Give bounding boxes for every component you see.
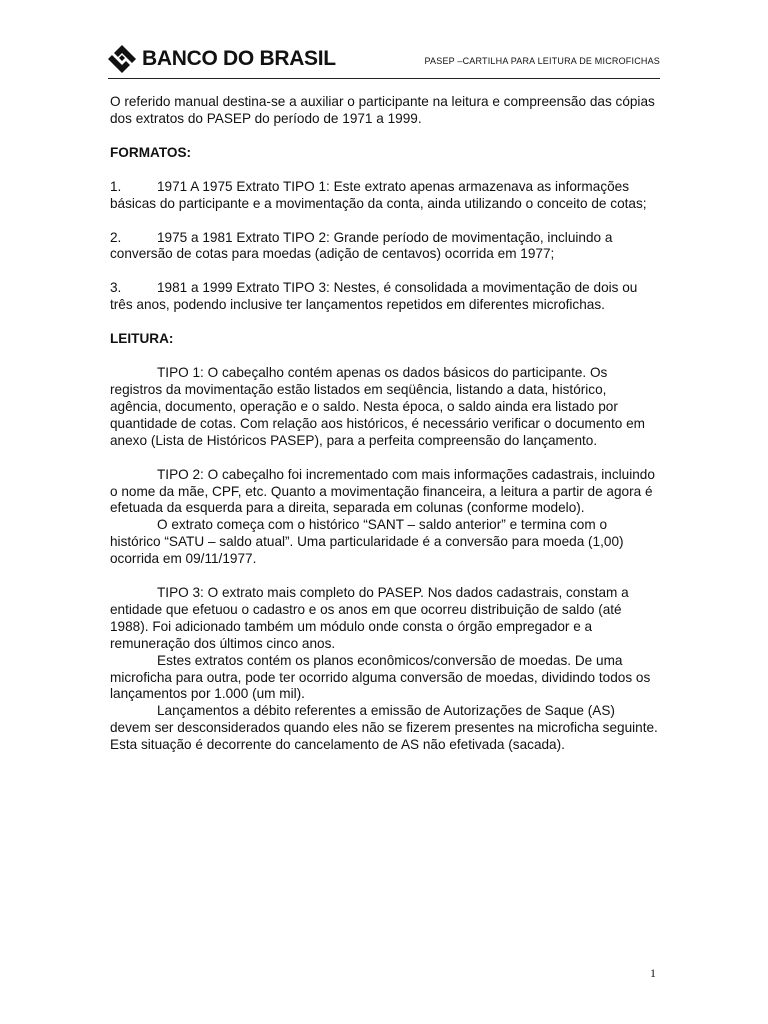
- banco-do-brasil-logo: [108, 44, 336, 74]
- banco-do-brasil-symbol-icon: [108, 45, 136, 73]
- tipo2-paragraph: TIPO 2: O cabeçalho foi incrementado com mais informações cadastrais, incluindo o nome da mãe, CPF, etc. Quanto a movimentação financeira, a leitura a partir de agora é efetuada da esquerda para a direita, separada em colunas (conforme modelo).: [110, 466, 655, 516]
- leitura-heading: LEITURA:: [110, 331, 174, 347]
- formato-item-text: 1975 a 1981 Extrato TIPO 2: Grande período de movimentação, incluindo a conversão de cotas para moedas (adição de centavos) ocorrida em 1977;: [110, 229, 613, 262]
- formato-item-number: 1.: [110, 178, 122, 194]
- formato-item-1: [110, 179, 658, 213]
- formato-item-3: [110, 280, 658, 314]
- logo-text: BANCO DO BRASIL: [142, 47, 336, 70]
- page-header: [108, 44, 660, 79]
- intro-paragraph: O referido manual destina-se a auxiliar o participante na leitura e compreensão das cópias dos extratos do PASEP do período de 1971 a 1999.: [110, 94, 655, 126]
- formato-item-number: 2.: [110, 229, 122, 245]
- tipo2-saldo-paragraph: O extrato começa com o histórico “SANT – saldo anterior” e termina com o histórico “SATU – saldo atual”. Uma particularidade é a conversão para moeda (1,00) ocorrida em 09/11/1977.: [110, 517, 624, 567]
- document-body: [110, 94, 658, 754]
- page-number: 1: [650, 966, 656, 980]
- formato-item-2: [110, 230, 658, 264]
- formatos-heading: FORMATOS:: [110, 144, 192, 160]
- header-subtitle: PASEP –CARTILHA PARA LEITURA DE MICROFICHAS: [424, 56, 660, 66]
- tipo3-planos-paragraph: Estes extratos contém os planos econômicos/conversão de moedas. De uma microficha para outra, pode ter ocorrido alguma conversão de moedas, dividindo todos os lançamentos por 1.000 (um mil).: [110, 652, 651, 702]
- formato-item-number: 3.: [110, 280, 122, 296]
- formato-item-text: 1981 a 1999 Extrato TIPO 3: Nestes, é consolidada a movimentação de dois ou três anos, podendo inclusive ter lançamentos repetidos em diferentes microfichas.: [110, 280, 638, 313]
- tipo1-paragraph: TIPO 1: O cabeçalho contém apenas os dados básicos do participante. Os registros da movimentação estão listados em seqüência, listando a data, histórico, agência, documento, operação e o saldo. Nesta época, o saldo ainda era listado por quantidade de cotas. Com relação aos históricos, é necessário verificar o documento em anexo (Lista de Históricos PASEP), para a perfeita compreensão do lançamento.: [110, 365, 645, 448]
- tipo3-lancamentos-paragraph: Lançamentos a débito referentes a emissão de Autorizações de Saque (AS) devem ser desconsiderados quando eles não se fizerem presentes na microficha seguinte. Esta situação é decorrente do cancelamento de AS não efetivada (sacada).: [110, 703, 658, 753]
- tipo3-paragraph: TIPO 3: O extrato mais completo do PASEP. Nos dados cadastrais, constam a entidade que efetuou o cadastro e os anos em que ocorreu distribuição de saldo (até 1988). Foi adicionado também um módulo onde consta o órgão empregador e a remuneração dos últimos cinco anos.: [110, 585, 629, 651]
- formato-item-text: 1971 A 1975 Extrato TIPO 1: Este extrato apenas armazenava as informações básicas do participante e a movimentação da conta, ainda utilizando o conceito de cotas;: [110, 178, 647, 211]
